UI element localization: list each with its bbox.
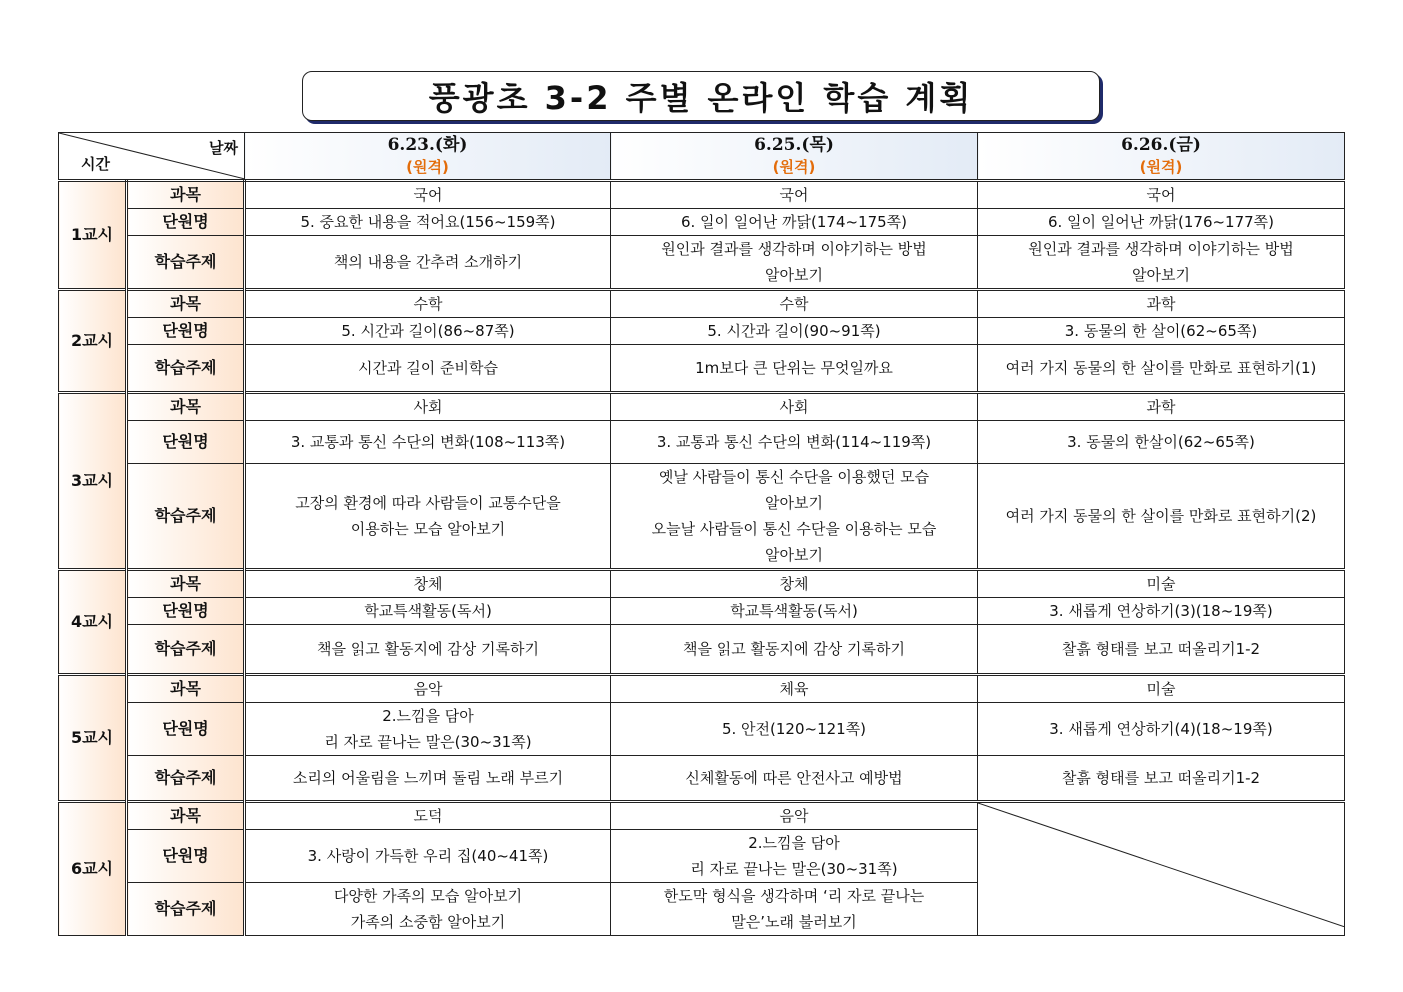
cell-subject: 미술 — [978, 675, 1345, 703]
row-label-unit: 단원명 — [127, 830, 245, 883]
row-label-unit: 단원명 — [127, 318, 245, 345]
row-label-unit: 단원명 — [127, 209, 245, 236]
cell-subject: 음악 — [245, 675, 611, 703]
cell-topic — [611, 625, 978, 675]
cell-unit — [978, 209, 1345, 236]
cell-line: 5. 시간과 길이(90~91쪽) — [707, 322, 881, 340]
cell-topic — [978, 464, 1345, 570]
row-label-subject: 과목 — [127, 802, 245, 830]
cell-line: 6. 일이 일어난 까닭(176~177쪽) — [1047, 213, 1275, 231]
cell-topic — [245, 464, 611, 570]
cell-unit — [611, 703, 978, 756]
cell-line: 신체활동에 따른 안전사고 예방법 — [685, 769, 903, 787]
cell-line: 리 자로 끝나는 말은(30~31쪽) — [324, 733, 532, 751]
cell-unit — [611, 598, 978, 625]
cell-subject: 수학 — [611, 290, 978, 318]
table-row — [59, 318, 1345, 345]
page-title: 풍광초 3-2 주별 온라인 학습 계획 — [428, 79, 974, 117]
row-label-unit: 단원명 — [127, 598, 245, 625]
cell-line: 알아보기 — [765, 546, 823, 564]
cell-unit — [978, 703, 1345, 756]
row-label-unit: 단원명 — [127, 703, 245, 756]
empty-diagonal — [978, 803, 1345, 927]
cell-line: 1m보다 큰 단위는 무엇일까요 — [695, 359, 893, 377]
period-label: 3교시 — [59, 393, 127, 570]
row-label-subject: 과목 — [127, 570, 245, 598]
cell-unit — [611, 421, 978, 464]
empty-cell — [978, 802, 1345, 936]
cell-line: 소리의 어울림을 느끼며 돌림 노래 부르기 — [292, 769, 564, 787]
header-corner — [59, 133, 245, 181]
cell-topic — [245, 883, 611, 936]
cell-line: 고장의 환경에 따라 사람들이 교통수단을 — [295, 494, 561, 512]
cell-topic — [978, 625, 1345, 675]
table-row — [59, 393, 1345, 421]
cell-line: 3. 새롭게 연상하기(3)(18~19쪽) — [1049, 602, 1273, 620]
row-label-topic: 학습주제 — [127, 345, 245, 393]
cell-subject: 국어 — [611, 181, 978, 209]
cell-line: 원인과 결과를 생각하며 이야기하는 방법 — [1028, 240, 1294, 258]
cell-line: 찰흙 형태를 보고 떠올리기1-2 — [1061, 640, 1261, 658]
cell-subject: 미술 — [978, 570, 1345, 598]
cell-subject: 체육 — [611, 675, 978, 703]
cell-topic — [245, 625, 611, 675]
time-header-label: 시간 — [81, 155, 110, 173]
cell-line: 알아보기 — [1132, 266, 1190, 284]
cell-line: 책을 읽고 활동지에 감상 기록하기 — [317, 640, 539, 658]
cell-topic — [611, 464, 978, 570]
table-row — [59, 703, 1345, 756]
cell-line: 3. 교통과 통신 수단의 변화(114~119쪽) — [656, 433, 932, 451]
table-row — [59, 464, 1345, 570]
title-box — [302, 71, 1100, 121]
cell-subject: 과학 — [978, 393, 1345, 421]
period-label: 6교시 — [59, 802, 127, 936]
cell-line: 알아보기 — [765, 266, 823, 284]
table-row — [59, 421, 1345, 464]
cell-unit — [611, 830, 978, 883]
cell-unit — [978, 598, 1345, 625]
cell-line: 알아보기 — [765, 494, 823, 512]
cell-line: 3. 동물의 한 살이(62~65쪽) — [1064, 322, 1258, 340]
cell-topic — [245, 756, 611, 802]
cell-line: 2.느낌을 담아 — [382, 707, 474, 725]
cell-line: 6. 일이 일어난 까닭(174~175쪽) — [680, 213, 908, 231]
cell-subject: 국어 — [978, 181, 1345, 209]
cell-unit — [245, 830, 611, 883]
period-label: 5교시 — [59, 675, 127, 802]
cell-line: 5. 중요한 내용을 적어요(156~159쪽) — [300, 213, 556, 231]
cell-subject: 과학 — [978, 290, 1345, 318]
cell-topic — [611, 883, 978, 936]
date-header-label: 날짜 — [209, 139, 238, 157]
cell-subject: 창체 — [611, 570, 978, 598]
cell-line: 시간과 길이 준비학습 — [358, 359, 498, 377]
schedule-table — [58, 132, 1345, 936]
day-date: 6.23.(화) — [387, 135, 468, 155]
header-row — [59, 133, 1345, 181]
day-header — [245, 133, 611, 181]
cell-unit — [245, 209, 611, 236]
cell-subject: 음악 — [611, 802, 978, 830]
day-date: 6.25.(목) — [754, 135, 834, 155]
cell-line: 학교특색활동(독서) — [730, 602, 858, 620]
cell-topic — [245, 236, 611, 290]
cell-line: 가족의 소중함 알아보기 — [350, 913, 506, 931]
cell-line: 3. 동물의 한살이(62~65쪽) — [1067, 433, 1255, 451]
cell-unit — [611, 318, 978, 345]
cell-unit — [245, 318, 611, 345]
cell-topic — [978, 756, 1345, 802]
row-label-topic: 학습주제 — [127, 236, 245, 290]
row-label-unit: 단원명 — [127, 421, 245, 464]
table-row — [59, 209, 1345, 236]
period-label: 1교시 — [59, 181, 127, 290]
cell-unit — [978, 421, 1345, 464]
cell-line: 2.느낌을 담아 — [748, 834, 840, 852]
cell-subject: 창체 — [245, 570, 611, 598]
row-label-subject: 과목 — [127, 290, 245, 318]
day-mode: (원격) — [1139, 158, 1183, 176]
table-row — [59, 598, 1345, 625]
cell-line: 다양한 가족의 모습 알아보기 — [333, 887, 523, 905]
cell-topic — [611, 236, 978, 290]
cell-line: 3. 새롭게 연상하기(4)(18~19쪽) — [1049, 720, 1273, 738]
cell-unit — [978, 318, 1345, 345]
cell-subject: 수학 — [245, 290, 611, 318]
cell-subject: 사회 — [245, 393, 611, 421]
cell-line: 한도막 형식을 생각하며 ‘리 자로 끝나는 — [663, 887, 925, 905]
cell-line: 오늘날 사람들이 통신 수단을 이용하는 모습 — [651, 520, 937, 538]
cell-subject: 도덕 — [245, 802, 611, 830]
row-label-topic: 학습주제 — [127, 883, 245, 936]
row-label-topic: 학습주제 — [127, 625, 245, 675]
cell-line: 여러 가지 동물의 한 살이를 만화로 표현하기(1) — [1005, 359, 1317, 377]
table-row — [59, 345, 1345, 393]
cell-line: 5. 안전(120~121쪽) — [721, 720, 867, 738]
cell-subject: 사회 — [611, 393, 978, 421]
cell-line: 리 자로 끝나는 말은(30~31쪽) — [690, 860, 898, 878]
cell-line: 책의 내용을 간추려 소개하기 — [333, 253, 523, 271]
row-label-subject: 과목 — [127, 675, 245, 703]
row-label-topic: 학습주제 — [127, 756, 245, 802]
cell-line: 5. 시간과 길이(86~87쪽) — [341, 322, 515, 340]
table-row — [59, 675, 1345, 703]
cell-line: 3. 사랑이 가득한 우리 집(40~41쪽) — [307, 847, 549, 865]
row-label-subject: 과목 — [127, 393, 245, 421]
table-row — [59, 236, 1345, 290]
cell-topic — [978, 345, 1345, 393]
cell-unit — [611, 209, 978, 236]
row-label-topic: 학습주제 — [127, 464, 245, 570]
cell-unit — [245, 598, 611, 625]
cell-unit — [245, 421, 611, 464]
day-mode: (원격) — [406, 158, 449, 176]
cell-subject: 국어 — [245, 181, 611, 209]
table-row — [59, 625, 1345, 675]
table-row — [59, 802, 1345, 830]
day-mode: (원격) — [772, 158, 816, 176]
cell-line: 책을 읽고 활동지에 감상 기록하기 — [683, 640, 905, 658]
cell-unit — [245, 703, 611, 756]
cell-line: 말은’노래 불러보기 — [731, 913, 857, 931]
table-row — [59, 756, 1345, 802]
table-row — [59, 181, 1345, 209]
cell-topic — [245, 345, 611, 393]
cell-line: 여러 가지 동물의 한 살이를 만화로 표현하기(2) — [1005, 507, 1317, 525]
day-date: 6.26.(금) — [1121, 135, 1201, 155]
cell-line: 이용하는 모습 알아보기 — [350, 520, 506, 538]
period-label: 2교시 — [59, 290, 127, 393]
period-label: 4교시 — [59, 570, 127, 675]
row-label-subject: 과목 — [127, 181, 245, 209]
cell-line: 옛날 사람들이 통신 수단을 이용했던 모습 — [658, 468, 930, 486]
cell-line: 학교특색활동(독서) — [364, 602, 492, 620]
table-row — [59, 570, 1345, 598]
day-header — [611, 133, 978, 181]
table-row — [59, 290, 1345, 318]
cell-topic — [611, 756, 978, 802]
cell-topic — [978, 236, 1345, 290]
cell-topic — [611, 345, 978, 393]
cell-line: 찰흙 형태를 보고 떠올리기1-2 — [1061, 769, 1261, 787]
day-header — [978, 133, 1345, 181]
cell-line: 원인과 결과를 생각하며 이야기하는 방법 — [661, 240, 927, 258]
cell-line: 3. 교통과 통신 수단의 변화(108~113쪽) — [290, 433, 566, 451]
